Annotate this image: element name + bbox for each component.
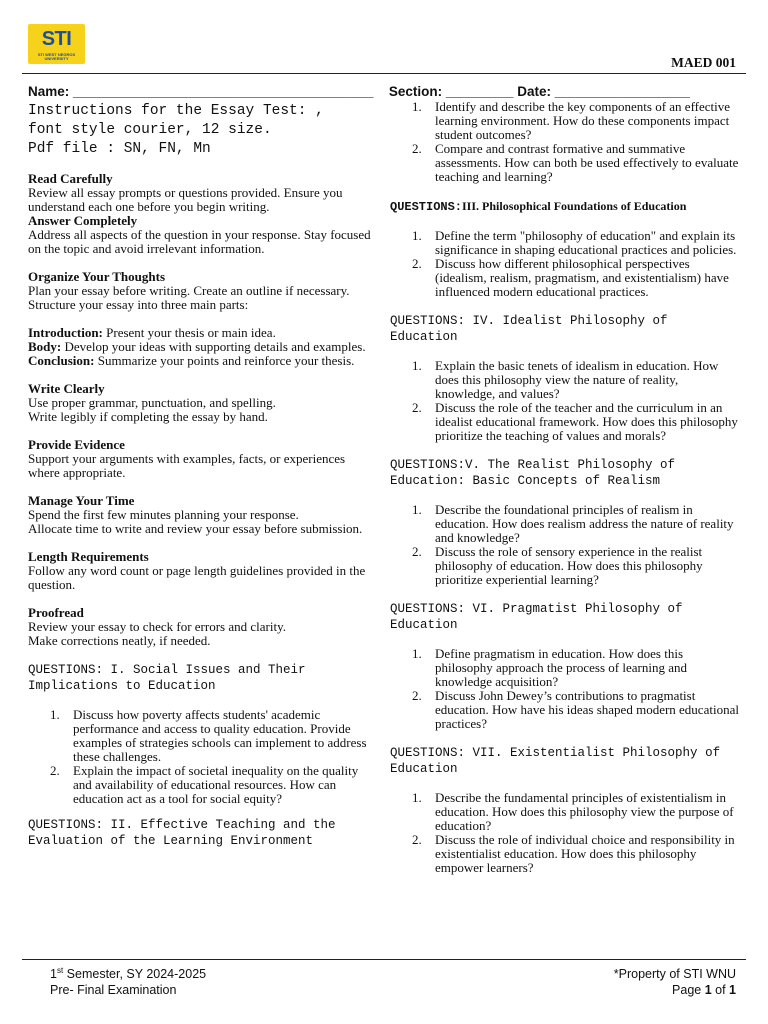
section-number: VI. (472, 602, 503, 616)
page-current: 1 (704, 983, 712, 997)
guideline-title: Answer Completely (28, 213, 138, 228)
section-prefix: QUESTIONS: (390, 458, 466, 472)
instruction-line: font style courier, 12 size. (28, 122, 272, 138)
guideline-title: Length Requirements (28, 549, 149, 564)
footer-left (50, 966, 206, 998)
guideline-text: Review your essay to check for errors and clarity. (28, 619, 286, 634)
question-text: Discuss the role of sensory experience in the realist philosophy of education. How does this philosophy prioritize experiential learning? (435, 544, 703, 587)
question-text: Discuss the role of individual choice and responsibility in existentialist education. How does this philosophy empower learners? (435, 832, 735, 875)
left-column (28, 102, 380, 849)
question-text: Discuss the role of the teacher and the curriculum in an idealist educational framework. How does this philosophy prioritize the teaching of values and morals? (435, 400, 738, 443)
section-prefix: QUESTIONS: (28, 663, 111, 677)
section-number: V. (465, 458, 488, 472)
student-info-line (28, 84, 740, 99)
guideline-text: Review all essay prompts or questions provided. Ensure you understand each one before you begin writing. (28, 185, 343, 214)
section-prefix: QUESTIONS: (28, 818, 111, 832)
question-text: Discuss John Dewey’s contributions to pragmatist education. How have his ideas shaped modern educational practices? (435, 688, 739, 731)
section-prefix: QUESTIONS: (390, 746, 473, 760)
section-number: IV. (472, 314, 503, 328)
logo-subtitle: STI WEST NEGROS UNIVERSITY (37, 52, 76, 61)
guideline-text: Use proper grammar, punctuation, and spelling. (28, 395, 276, 410)
right-column (390, 100, 740, 875)
property-label: *Property of STI WNU (613, 967, 736, 981)
logo-mark: STI (41, 28, 72, 50)
question-item: 2. Discuss the role of the teacher and the curriculum in an idealist educational framework. How does this philosophy prioritize the teaching of values and morals? (412, 400, 738, 443)
guideline-title: Write Clearly (28, 381, 105, 396)
question-list (390, 100, 740, 184)
section-heading (390, 313, 740, 345)
section-heading (390, 601, 740, 633)
section-title: Philosophical Foundations of Education (482, 199, 687, 213)
essay-part (28, 326, 380, 340)
question-item: 1. Define pragmatism in education. How does this philosophy approach the process of learning and knowledge acquisition? (412, 646, 687, 689)
question-item: 2. Compare and contrast formative and summative assessments. How can both be used effectively to evaluate teaching and learning? (412, 141, 739, 184)
section-title: Effective Teaching and the Evaluation of the Learning Environment (28, 818, 336, 848)
question-item: 2. Discuss how different philosophical perspectives (idealism, realism, pragmatism, and existentialism) have influenced modern educational practices. (412, 256, 729, 299)
guideline-text: Allocate time to write and review your essay before submission. (28, 521, 363, 536)
question-item: 2. Discuss John Dewey’s contributions to pragmatist education. How have his ideas shaped modern educational practices? (412, 688, 739, 731)
semester-text: Semester, SY 2024-2025 (63, 967, 207, 981)
semester-ordinal-suffix: st (56, 965, 64, 975)
question-list (390, 229, 740, 299)
question-text: Discuss how poverty affects students' academic performance and access to quality education. Provide examples of strategies schools can implement to address these challenges. (73, 707, 367, 764)
section-number: II. (110, 818, 141, 832)
question-list (390, 647, 740, 731)
section-number: III. (462, 199, 483, 213)
guideline-text: Structure your essay into three main parts: (28, 297, 249, 312)
section-title: Existentialist Philosophy of Education (390, 746, 721, 776)
question-item: 2. Explain the impact of societal inequality on the quality and availability of educational resources. How can education act as a tool for social equity? (50, 763, 359, 806)
name-field[interactable]: Name: ________________________________________ (28, 84, 374, 99)
instruction-line: Pdf file : SN, FN, Mn (28, 141, 211, 157)
question-item: 1. Describe the fundamental principles of existentialism in education. How does this philosophy view the purpose of education? (412, 790, 734, 833)
essay-part (28, 340, 380, 354)
header-divider (22, 73, 746, 74)
section-title: Idealist Philosophy of Education (390, 314, 668, 344)
section-heading (390, 457, 740, 489)
essay-part (28, 354, 380, 368)
question-item: 1. Identify and describe the key components of an effective learning environment. How do these components impact student outcomes? (412, 99, 731, 142)
page-number (614, 982, 736, 998)
question-item: 1. Define the term "philosophy of education" and explain its significance in shaping educational practices and policies. (412, 228, 737, 257)
semester-label (50, 966, 206, 982)
guideline-title: Organize Your Thoughts (28, 269, 166, 284)
section-heading (390, 198, 740, 215)
guideline-text: Write legibly if completing the essay by hand. (28, 409, 268, 424)
question-item: 1. Describe the foundational principles of realism in education. How does realism address the nature of reality and knowledge? (412, 502, 734, 545)
guideline-title: Proofread (28, 605, 84, 620)
question-list (390, 503, 740, 587)
question-item: 1. Explain the basic tenets of idealism in education. How does this philosophy view the nature of reality, knowledge, and values? (412, 358, 719, 401)
essay-part-text: Summarize your points and reinforce your thesis. (94, 353, 355, 368)
question-text: Compare and contrast formative and summative assessments. How can both be used effectively to evaluate teaching and learning? (435, 141, 739, 184)
guideline-title: Read Carefully (28, 171, 113, 186)
question-list (28, 708, 380, 806)
semester-ordinal: 1 (50, 967, 57, 981)
question-list (390, 359, 740, 443)
guideline-text: Make corrections neatly, if needed. (28, 633, 211, 648)
question-text: Describe the foundational principles of realism in education. How does realism address the nature of reality and knowledge? (435, 502, 734, 545)
guideline-text: Support your arguments with examples, facts, or experiences where appropriate. (28, 451, 346, 480)
guideline-text: Spend the first few minutes planning your response. (28, 507, 299, 522)
essay-part-text: Develop your ideas with supporting details and examples. (61, 339, 366, 354)
guideline-title: Manage Your Time (28, 493, 135, 508)
question-text: Explain the basic tenets of idealism in education. How does this philosophy view the nature of reality, knowledge, and values? (435, 358, 719, 401)
sti-logo (28, 24, 85, 64)
instruction-line: Instructions for the Essay Test: , (28, 103, 324, 119)
section-prefix: QUESTIONS: (390, 200, 463, 214)
question-text: Define the term "philosophy of education" and explain its significance in shaping educational practices and policies. (435, 228, 737, 257)
question-text: Describe the fundamental principles of existentialism in education. How does this philosophy view the purpose of education? (435, 790, 734, 833)
section-heading (28, 662, 380, 694)
guideline-text: Follow any word count or page length guidelines provided in the question. (28, 563, 366, 592)
section-number: VII. (472, 746, 511, 760)
question-text: Explain the impact of societal inequality on the quality and availability of educational resources. How can education act as a tool for social equity? (73, 763, 359, 806)
question-item: 2. Discuss the role of individual choice and responsibility in existentialist education. How does this philosophy empower learners? (412, 832, 735, 875)
section-field[interactable]: Section: _________ (388, 84, 514, 99)
section-heading (390, 745, 740, 777)
question-item: 1. Discuss how poverty affects students' academic performance and access to quality education. Provide examples of strategies schools can implement to address these challenges. (50, 707, 367, 764)
section-title: Pragmatist Philosophy of Education (390, 602, 683, 632)
footer-right (614, 966, 736, 998)
date-field[interactable]: Date: __________________ (517, 84, 690, 99)
essay-part-label: Introduction: (28, 325, 103, 340)
essay-part-label: Body: (28, 339, 62, 354)
page-of: of (711, 983, 730, 997)
page-total: 1 (729, 983, 736, 997)
essay-instructions (28, 102, 380, 159)
essay-part-text: Present your thesis or main idea. (102, 325, 276, 340)
exam-label: Pre- Final Examination (50, 983, 177, 997)
section-heading (28, 817, 380, 849)
question-item: 2. Discuss the role of sensory experience in the realist philosophy of education. How does this philosophy prioritize experiential learning? (412, 544, 703, 587)
question-text: Discuss how different philosophical perspectives (idealism, realism, pragmatism, and existentialism) have influenced modern educational practices. (435, 256, 729, 299)
guideline-text: Plan your essay before writing. Create an outline if necessary. (28, 283, 350, 298)
page-prefix: Page (672, 983, 705, 997)
question-list (390, 791, 740, 875)
section-prefix: QUESTIONS: (390, 602, 473, 616)
section-prefix: QUESTIONS: (390, 314, 473, 328)
section-title: Social Issues and Their Implications to Education (28, 663, 306, 693)
course-code: MAED 001 (671, 55, 736, 70)
guideline-text: Address all aspects of the question in your response. Stay focused on the topic and avoid irrelevant information. (28, 227, 371, 256)
section-title: The Realist Philosophy of Education: Basic Concepts of Realism (390, 458, 676, 488)
question-text: Identify and describe the key components of an effective learning environment. How do these components impact student outcomes? (435, 99, 731, 142)
footer-divider (22, 959, 746, 960)
guideline-title: Provide Evidence (28, 437, 125, 452)
essay-part-label: Conclusion: (28, 353, 95, 368)
section-number: I. (110, 663, 134, 677)
question-text: Define pragmatism in education. How does this philosophy approach the process of learning and knowledge acquisition? (435, 646, 687, 689)
